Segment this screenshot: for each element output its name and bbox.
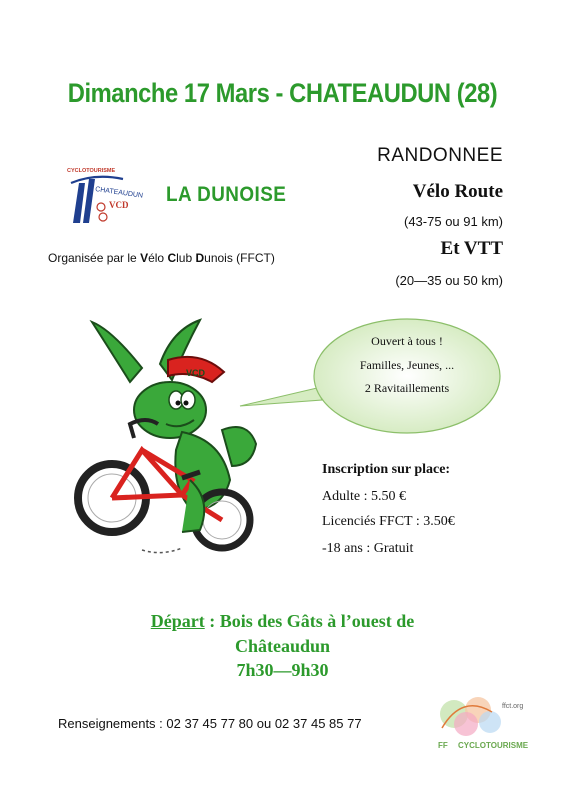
- club-logo-top-text: CYCLOTOURISME: [67, 168, 116, 174]
- registration-heading: Inscription sur place:: [322, 462, 451, 477]
- adult-price: Adulte : 5.50 €: [322, 489, 406, 504]
- randonnee-heading: RANDONNEE: [377, 145, 503, 166]
- club-logo-letters: VCD: [109, 200, 129, 210]
- vtt-distances: (20—35 ou 50 km): [395, 273, 503, 288]
- ffct-url: ffct.org: [502, 703, 524, 710]
- under18-price: -18 ans : Gratuit: [322, 541, 414, 556]
- contact-info: Renseignements : 02 37 45 77 80 ou 02 37 45 85 77: [58, 716, 362, 731]
- event-name: LA DUNOISE: [166, 183, 287, 206]
- licensed-price: Licenciés FFCT : 3.50€: [322, 514, 455, 529]
- rabbit-cyclist-illustration: [72, 320, 282, 565]
- organizer-line: Organisée par le Vélo Club Dunois (FFCT): [48, 251, 275, 265]
- event-title: Dimanche 17 Mars - CHATEAUDUN (28): [67, 78, 498, 108]
- club-logo: [65, 165, 144, 227]
- ffct-name: CYCLOTOURISME: [458, 741, 529, 750]
- start-location-line: Départ : Bois des Gâts à l’ouest de: [150, 611, 415, 631]
- ffct-ff: FF: [438, 741, 448, 750]
- club-logo-city: CHATEAUDUN: [94, 186, 144, 200]
- cap-text: VCD: [186, 368, 206, 378]
- bubble-open-line: Ouvert à tous !: [371, 334, 443, 348]
- bubble-families-line: Familles, Jeunes, ...: [359, 358, 455, 372]
- vtt-label: Et VTT: [440, 238, 503, 259]
- velo-route-label: Vélo Route: [412, 181, 503, 202]
- bubble-stops-line: 2 Ravitaillements: [364, 381, 450, 395]
- start-label: Départ: [150, 611, 205, 631]
- ffct-logo: [432, 688, 538, 752]
- start-town: Châteaudun: [234, 636, 331, 656]
- start-hours: 7h30—9h30: [236, 660, 329, 680]
- route-distances: (43-75 ou 91 km): [404, 214, 503, 229]
